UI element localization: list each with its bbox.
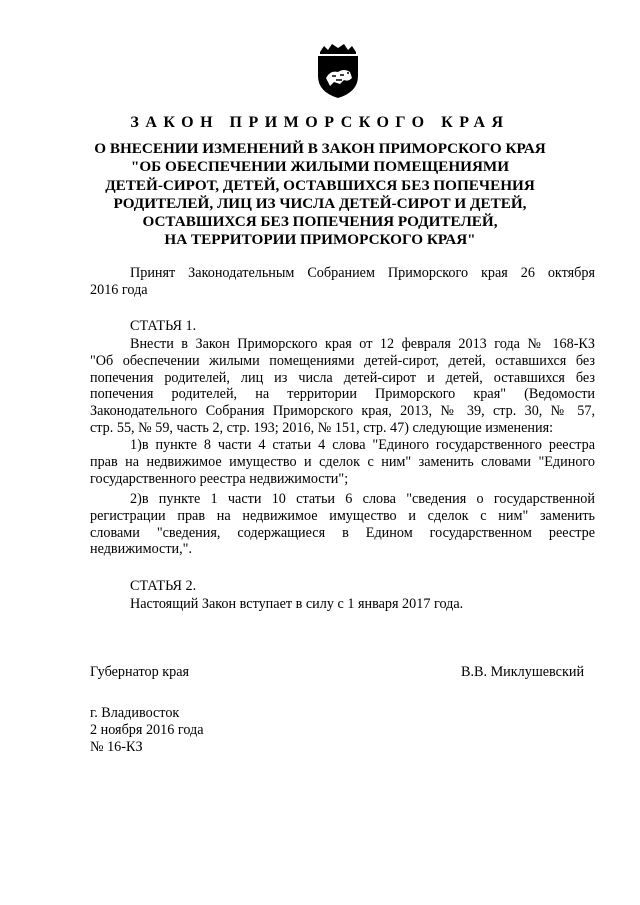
article-1-line: стр. 55, № 59, часть 2, стр. 193; 2016, № 151, стр. 47) следующие изменения:: [90, 419, 554, 436]
law-title: ЗАКОН ПРИМОРСКОГО КРАЯ: [130, 114, 510, 131]
footer-number: № 16-КЗ: [90, 739, 143, 755]
item-2-line: недвижимости,".: [90, 541, 193, 558]
article-1-line: "Об обеспечении жилыми помещениями детей-сирот, детей, оставшихся без: [90, 352, 595, 369]
subtitle-line: НА ТЕРРИТОРИИ ПРИМОРСКОГО КРАЯ": [164, 231, 476, 249]
item-1-line: прав на недвижимое имущество и сделок с ним" заменить словами "Единого: [90, 453, 595, 470]
document-footer: [90, 705, 204, 756]
subtitle-line: ОСТАВШИХСЯ БЕЗ ПОПЕЧЕНИЯ РОДИТЕЛЕЙ,: [142, 213, 498, 231]
article-1-intro: [90, 336, 595, 437]
item-2-line: словами "сведения, содержащиеся в Едином государственном реестре: [90, 524, 595, 541]
item-1-line: государственного реестра недвижимости";: [90, 470, 349, 487]
item-1-line: 1)в пункте 8 части 4 статьи 4 слова "Единого государственного реестра: [130, 437, 595, 453]
article-1-heading: СТАТЬЯ 1.: [130, 318, 197, 334]
article-2-text: Настоящий Закон вступает в силу с 1 января 2017 года.: [130, 596, 464, 612]
law-subtitle: [60, 140, 580, 250]
footer-city: г. Владивосток: [90, 705, 180, 721]
coat-of-arms-icon: [314, 42, 362, 100]
adoption-line: Принят Законодательным Собранием Приморского края 26 октября: [130, 265, 595, 281]
subtitle-line: О ВНЕСЕНИИ ИЗМЕНЕНИЙ В ЗАКОН ПРИМОРСКОГО КРАЯ: [94, 140, 546, 157]
footer-date: 2 ноября 2016 года: [90, 722, 204, 738]
item-2-line: 2)в пункте 1 части 10 статьи 6 слова "сведения о государственной: [130, 491, 595, 507]
article-1-item-1: [90, 437, 595, 487]
article-1-item-2: [90, 491, 595, 558]
article-1-line: Внести в Закон Приморского края от 12 февраля 2013 года № 168-КЗ: [130, 336, 595, 352]
article-2-heading: СТАТЬЯ 2.: [130, 578, 197, 594]
subtitle-line: РОДИТЕЛЕЙ, ЛИЦ ИЗ ЧИСЛА ДЕТЕЙ-СИРОТ И ДЕТЕЙ,: [113, 194, 527, 212]
article-1-line: Законодательного Собрания Приморского края, 2013, № 39, стр. 30, № 57,: [90, 403, 595, 420]
item-2-line: регистрации прав на недвижимое имущество и сделок с ним" заменить: [90, 507, 595, 524]
adoption-note: [90, 265, 595, 299]
subtitle-line: ДЕТЕЙ-СИРОТ, ДЕТЕЙ, ОСТАВШИХСЯ БЕЗ ПОПЕЧЕНИЯ: [105, 176, 535, 194]
signatory-position: Губернатор края: [90, 664, 190, 680]
article-1-line: попечения родителей, на территории Приморского края" (Ведомости: [90, 386, 595, 403]
signatory-name: В.В. Миклушевский: [461, 664, 585, 680]
adoption-line: 2016 года: [90, 281, 148, 298]
subtitle-line: "ОБ ОБЕСПЕЧЕНИИ ЖИЛЫМИ ПОМЕЩЕНИЯМИ: [130, 158, 510, 176]
article-1-line: попечения родителей, лиц из числа детей-сирот и детей, оставшихся без: [90, 369, 595, 386]
